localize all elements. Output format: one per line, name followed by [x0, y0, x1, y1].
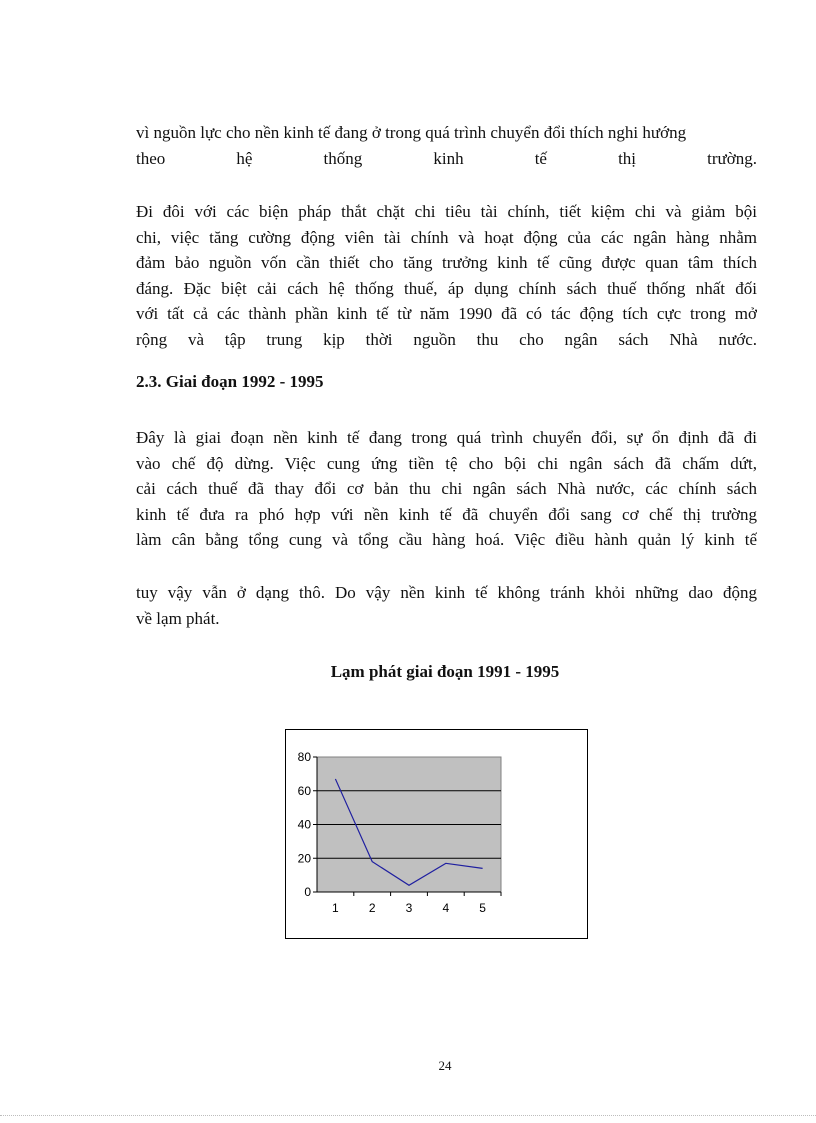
text-line: với tất cả các thành phần kinh tế từ năm 1990 đã có tác động tích cực trong mở [136, 304, 757, 323]
text-line: chi, việc tăng cường động viên tài chính và hoạt động của các ngân hàng nhằm [136, 227, 757, 247]
text-line: cải cách thuế đã thay đổi cơ bản thu chi ngân sách Nhà nước, các chính sách [136, 479, 757, 498]
chart-title: Lạm phát giai đoạn 1991 - 1995 [330, 662, 560, 681]
section-heading: 2.3. Giai đoạn 1992 - 1995 [136, 372, 324, 391]
paragraph-3 [136, 425, 757, 553]
paragraph-1 [136, 120, 757, 171]
text-line: đảm bảo nguồn vốn cần thiết cho tăng trưởng kinh tế cũng được quan tâm thích [136, 253, 757, 272]
x-tick-label: 4 [442, 901, 450, 915]
x-tick-label: 2 [368, 901, 376, 915]
y-tick-label: 0 [304, 885, 311, 899]
inflation-chart [285, 729, 588, 939]
chart-canvas [286, 730, 587, 938]
x-tick-label: 1 [332, 901, 339, 915]
y-tick-label: 20 [297, 851, 311, 866]
text-line: theo hệ thống kinh tế thị trường. [136, 148, 757, 168]
text-line: Đi đôi với các biện pháp thắt chặt chi tiêu tài chính, tiết kiệm chi và giảm bội [136, 202, 757, 221]
text-line: làm cân bằng tổng cung và tổng cầu hàng hoá. Việc điều hành quản lý kinh tế [136, 530, 757, 549]
text-line: đáng. Đặc biệt cải cách hệ thống thuế, áp dụng chính sách thuế thống nhất đối [136, 278, 757, 298]
text-line: về lạm phát. [136, 608, 220, 628]
text-line: vì nguồn lực cho nền kinh tế đang ở trong quá trình chuyển đổi thích nghi hướng [136, 123, 687, 142]
page-divider [0, 1115, 816, 1116]
y-tick-label: 80 [297, 750, 311, 764]
page-number: 24 [438, 1058, 452, 1073]
text-line: kinh tế đưa ra phó hợp vứi nền kinh tế đã chuyển đổi sang cơ chế thị trường [136, 504, 757, 524]
text-line: tuy vậy vẫn ở dạng thô. Do vậy nền kinh tế không tránh khỏi những dao động [136, 583, 757, 602]
y-tick-label: 60 [297, 783, 311, 798]
paragraph-2 [136, 199, 757, 352]
paragraph-4 [136, 580, 757, 631]
x-tick-label: 5 [479, 901, 486, 915]
text-line: rộng và tập trung kịp thời nguồn thu cho ngân sách Nhà nước. [136, 329, 757, 349]
text-line: vào chế độ dừng. Việc cung ứng tiền tệ cho bội chi ngân sách đã chấm dứt, [136, 453, 757, 473]
text-line: Đây là giai đoạn nền kinh tế đang trong quá trình chuyển đổi, sự ổn định đã đi [136, 428, 757, 447]
x-tick-label: 3 [405, 901, 413, 915]
y-tick-label: 40 [297, 817, 311, 832]
